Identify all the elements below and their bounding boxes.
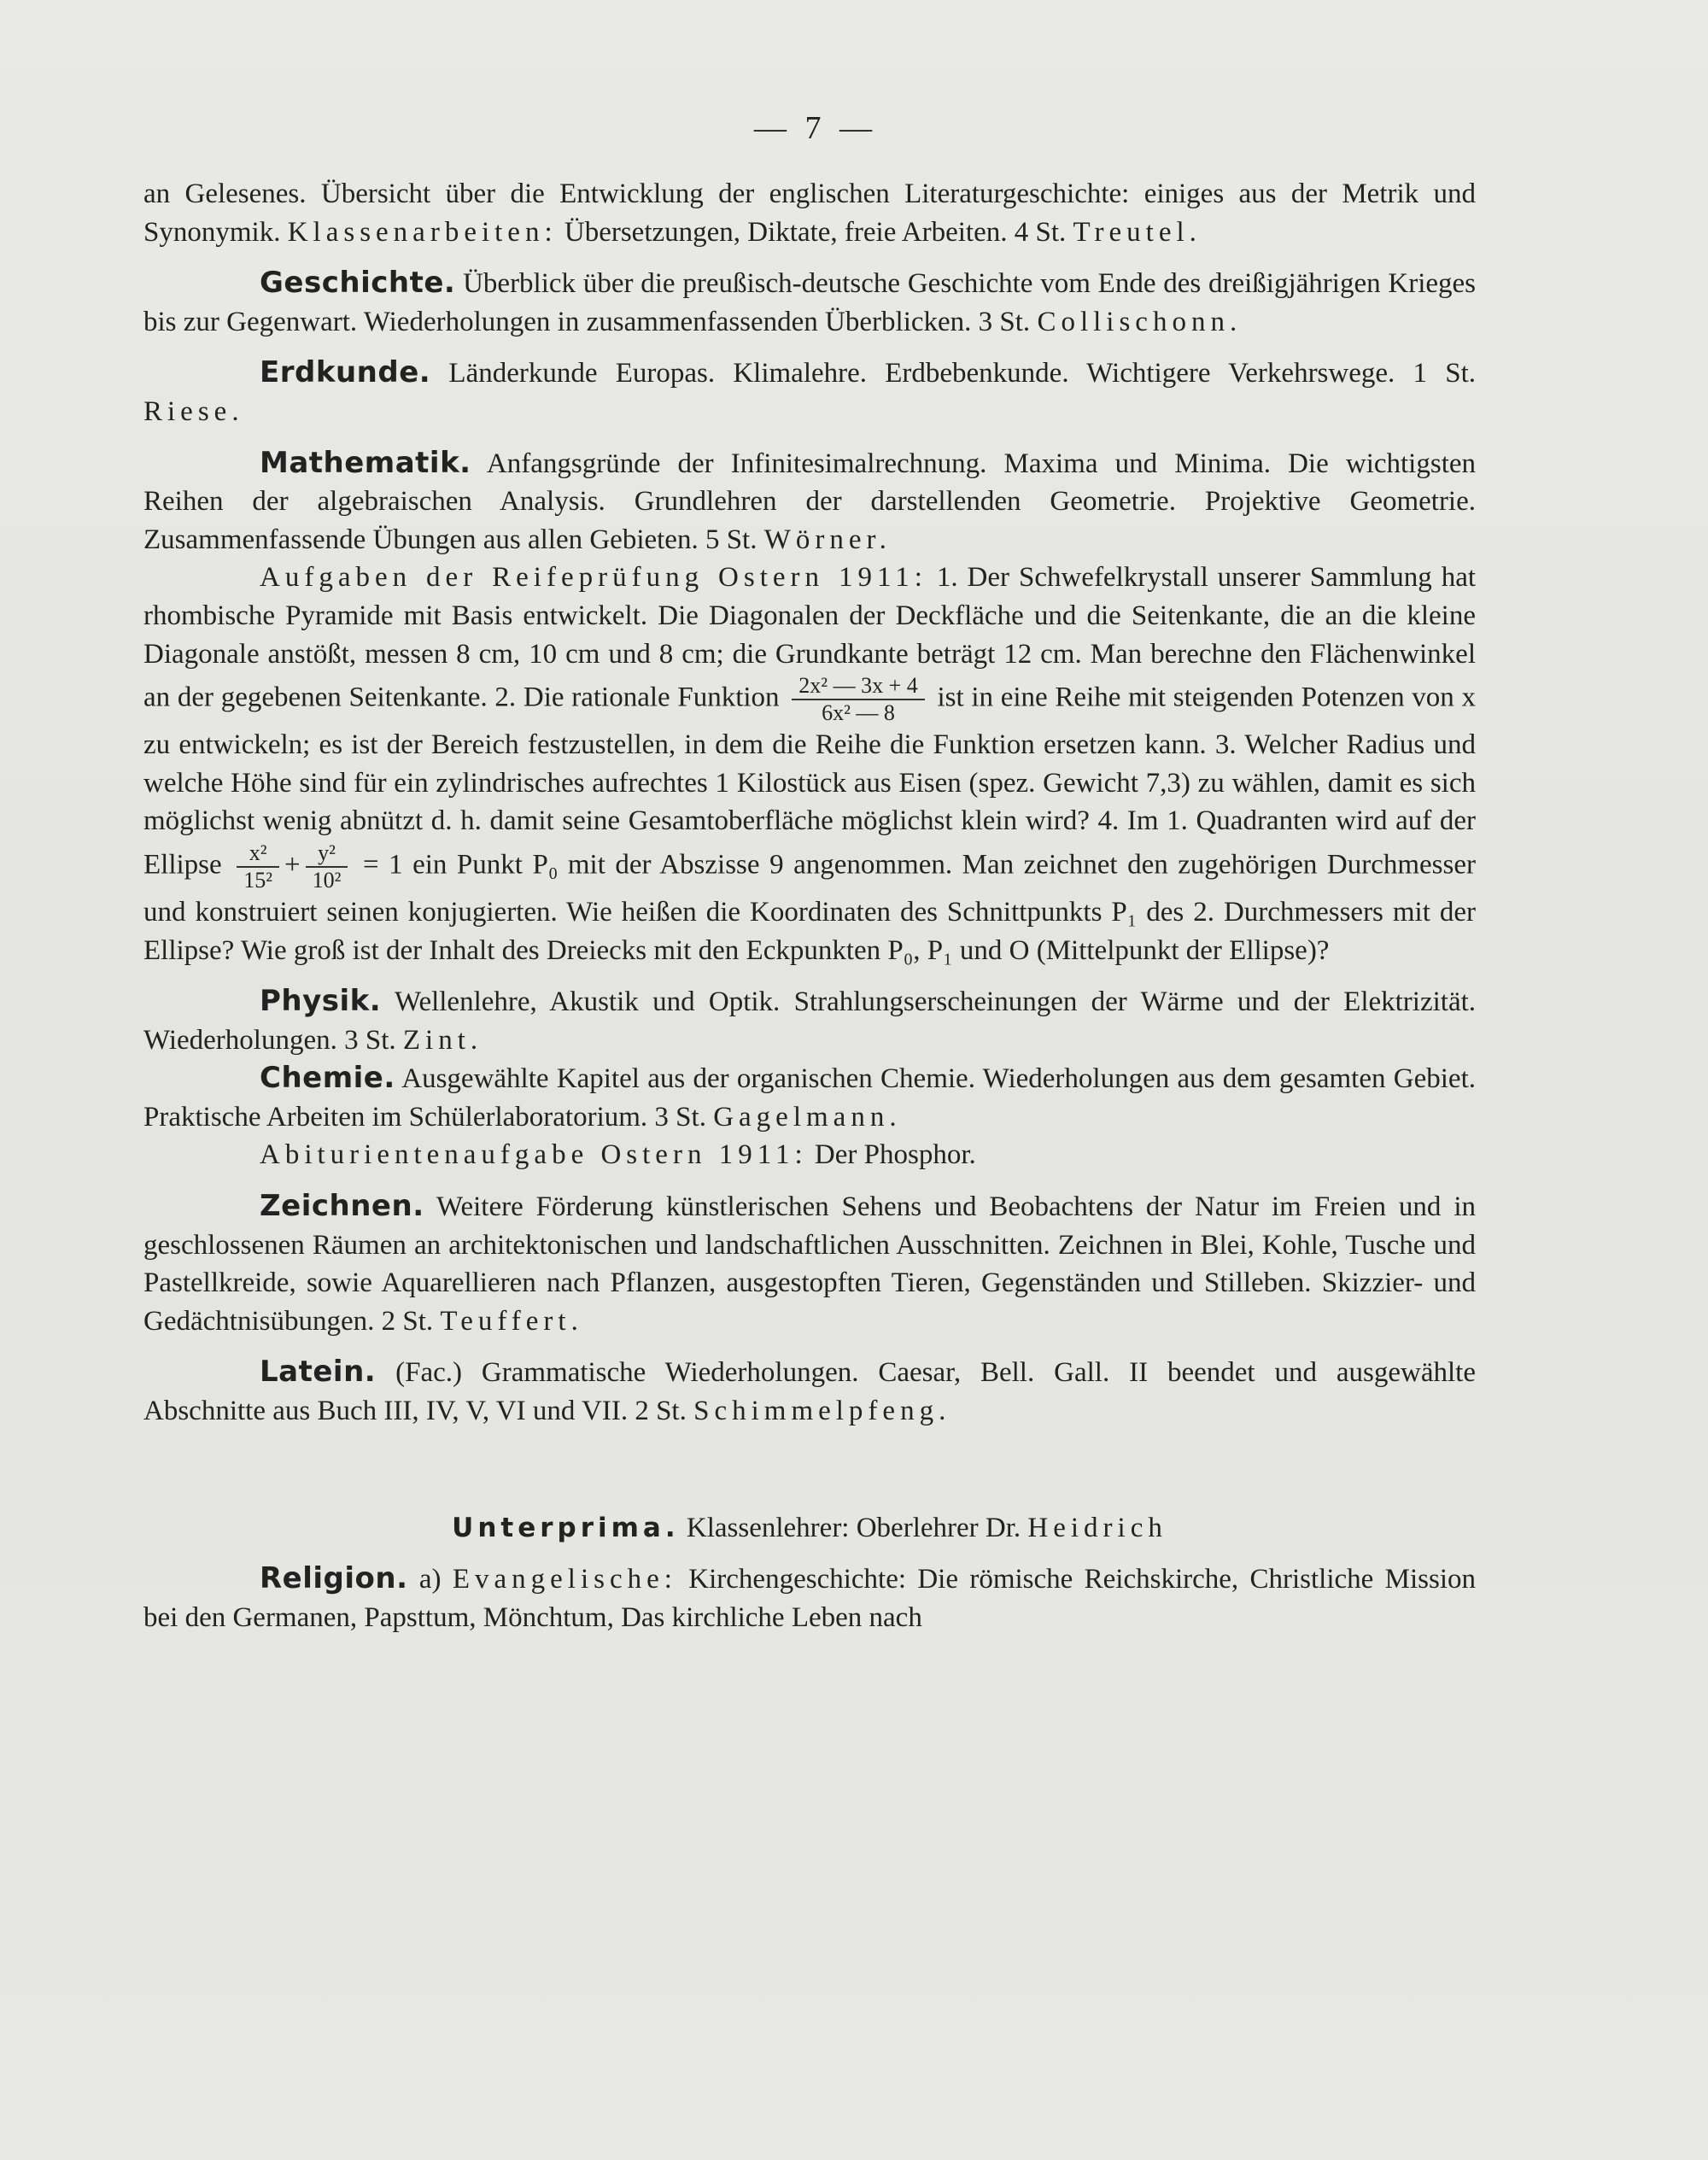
class-heading: Unterprima. bbox=[452, 1512, 680, 1543]
section-erdkunde bbox=[143, 354, 1476, 430]
abitur-task bbox=[143, 1136, 1476, 1174]
exam-problems bbox=[143, 559, 1476, 969]
section-heading: Religion. bbox=[260, 1561, 408, 1596]
section-text: Kirchengeschichte: Die römische Reichskirche, Christliche Mission bei den Germanen, Papsttum, Mönchtum, Das kirchliche Leben nach bbox=[143, 1564, 1477, 1633]
class-teacher-name: Heidrich bbox=[1027, 1512, 1167, 1543]
section-chemie bbox=[143, 1059, 1476, 1136]
section-heading: Latein. bbox=[260, 1355, 377, 1390]
teacher-name: Collischonn. bbox=[1037, 306, 1243, 337]
section-geschichte bbox=[143, 264, 1476, 341]
section-text: Weitere Förderung künstlerischen Sehens und Beobachtens der Natur im Freien und in geschlossenen Räumen an architektonischen und landschaftlichen Ausschnitten. Zeichnen in Blei, Kohle, Tusche und Pastellkreide, sowie Aquarellieren nach Pflanzen, ausgestopften Tieren, Gegenständen und Stilleben. Skizzier- und Gedächtnisübungen. 2 St. bbox=[143, 1191, 1477, 1337]
fraction-numerator: y² bbox=[318, 840, 336, 865]
section-text: Länderkunde Europas. Klimalehre. Erdbebenkunde. Wichtigere Verkehrswege. 1 St. bbox=[448, 358, 1476, 389]
section-heading: Erdkunde. bbox=[260, 355, 431, 390]
teacher-name: Zint. bbox=[402, 1024, 483, 1056]
exam-text-part-1: 1. Der Schwefelkrystall unserer Sammlung hat rhombische Pyramide mit Basis entwickelt. Die Diagonalen der Deckfläche und die Seitenkante, die an die kleine Diagonale anstößt, messen 8 cm, 10 cm und 8 cm; die Grundkante beträgt 12 cm. Man berechne den Flächenwinkel an der gegebenen Seitenkante. 2. Die rationale Funktion bbox=[143, 562, 1477, 713]
class-work-label: Klassenarbeiten: bbox=[287, 216, 558, 248]
section-text: Wellenlehre, Akustik und Optik. Strahlungserscheinungen der Wärme und der Elektrizität. Wiederholungen. 3 St. bbox=[143, 986, 1477, 1056]
page-body bbox=[143, 175, 1476, 1636]
section-latein bbox=[143, 1353, 1476, 1430]
teacher-name: Gagelmann. bbox=[713, 1101, 902, 1133]
teacher-name: Wörner. bbox=[763, 524, 892, 555]
section-zeichnen bbox=[143, 1187, 1476, 1340]
teacher-name: Teuffert. bbox=[440, 1305, 583, 1337]
section-heading: Physik. bbox=[260, 984, 382, 1019]
fraction-denominator: 15² bbox=[237, 866, 279, 893]
exam-text-part-2: ist in eine Reihe mit steigenden Potenzen von x zu entwickeln; es ist der Bereich festzustellen, in dem die Reihe die Funktion ersetzen kann. 3. Welcher Radius und welche Höhe sind für ein zylindrisches aufrechtes 1 Kilostück aus Eisen (spez. Gewicht 7,3) zu wählen, damit es sich möglichst wenig abnützt d. h. damit seine Gesamtoberfläche möglichst klein wird? 4. Im 1. Quadranten wird auf der Ellipse bbox=[143, 682, 1477, 881]
fraction-rational-function bbox=[792, 673, 924, 726]
section-mathematik bbox=[143, 444, 1476, 559]
class-work-text: Übersetzungen, Diktate, freie Arbeiten. 4 St. bbox=[564, 216, 1067, 248]
section-heading: Zeichnen. bbox=[260, 1189, 424, 1224]
teacher-name: Schimmelpfeng. bbox=[693, 1396, 951, 1427]
section-text: Überblick über die preußisch-deutsche Geschichte vom Ende des dreißigjährigen Krieges bis zur Gegenwart. Wiederholungen in zusammenfassenden Überblicken. 3 St. bbox=[143, 268, 1477, 337]
section-religion bbox=[143, 1560, 1476, 1636]
teacher-name: Riese. bbox=[143, 395, 244, 427]
section-text: Ausgewählte Kapitel aus der organischen Chemie. Wiederholungen aus dem gesamten Gebiet. Praktische Arbeiten im Schülerlaboratorium. 3 St. bbox=[143, 1063, 1476, 1133]
exam-text-part-3: = 1 ein Punkt P₀ mit der Abszisse 9 angenommen. Man zeichnet den zugehörigen Durchmesser und konstruiert seinen konjugierten. Wie heißen die Koordinaten des Schnittpunkts P₁ des 2. Durchmessers mit der Ellipse? Wie groß ist der Inhalt des Dreiecks mit den Eckpunkten P₀, P₁ und O (Mittelpunkt der Ellipse)? bbox=[143, 849, 1477, 966]
fraction-x-term bbox=[237, 840, 279, 893]
list-marker: a) bbox=[418, 1564, 442, 1595]
section-heading: Mathematik. bbox=[260, 445, 471, 480]
subsection-label: Evangelische: bbox=[452, 1564, 677, 1595]
class-teacher-label: Klassenlehrer: Oberlehrer Dr. bbox=[686, 1512, 1021, 1543]
section-heading: Chemie. bbox=[260, 1061, 395, 1096]
section-heading: Geschichte. bbox=[260, 266, 456, 301]
class-title-unterprima bbox=[143, 1509, 1476, 1548]
plus-sign: + bbox=[284, 849, 301, 881]
abitur-text: Der Phosphor. bbox=[814, 1139, 976, 1171]
paragraph-english-continued bbox=[143, 175, 1476, 251]
page-number: — 7 — bbox=[754, 110, 877, 146]
fraction-denominator: 10² bbox=[306, 866, 348, 893]
section-text: Anfangsgründe der Infinitesimalrechnung. Maxima und Minima. Die wichtigsten Reihen der algebraischen Analysis. Grundlehren der darstellenden Geometrie. Projektive Geometrie. Zusammenfassende Übungen aus allen Gebieten. 5 St. bbox=[143, 448, 1477, 555]
teacher-name: Treutel. bbox=[1073, 216, 1202, 248]
fraction-y-term bbox=[306, 840, 348, 893]
section-text: (Fac.) Grammatische Wiederholungen. Caesar, Bell. Gall. II beendet und ausgewählte Abschnitte aus Buch III, IV, V, VI und VII. 2 St. bbox=[143, 1357, 1476, 1427]
fraction-numerator: 2x² — 3x + 4 bbox=[798, 673, 918, 699]
fraction-denominator: 6x² — 8 bbox=[792, 699, 924, 726]
exam-heading: Aufgaben der Reifeprüfung Ostern 1911: bbox=[260, 562, 927, 594]
section-physik bbox=[143, 982, 1476, 1059]
abitur-heading: Abiturientenaufgabe Ostern 1911: bbox=[260, 1139, 808, 1171]
fraction-numerator: x² bbox=[249, 840, 267, 865]
english-text: an Gelesenes. Übersicht über die Entwicklung der englischen Literaturgeschichte: einiges aus der Metrik und Synonymik. bbox=[143, 179, 1476, 248]
